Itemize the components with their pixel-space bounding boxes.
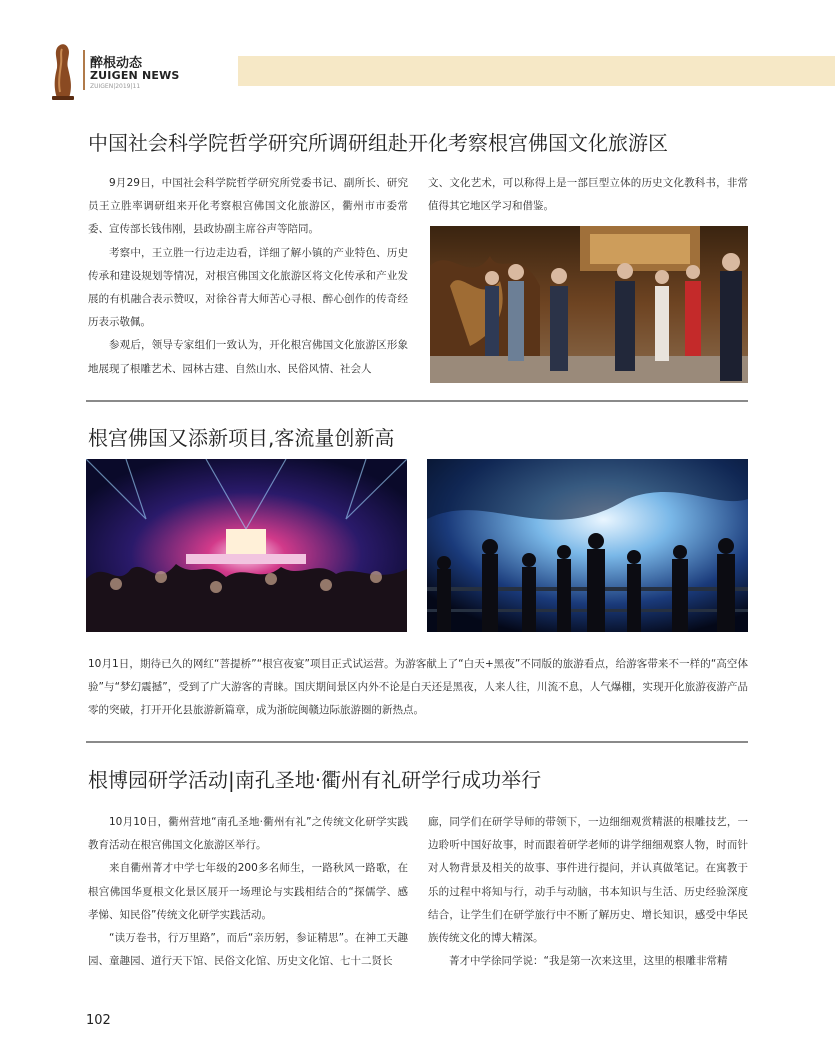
article3-paragraph: “读万卷书，行万里路”，而后“亲历躬，参证精思”。在神工天趣园、童趣园、道行天下馆、民俗文化馆、历史文化馆、七十二贤长 — [88, 932, 408, 968]
article1-paragraph: 考察中，王立胜一行边走边看，详细了解小镇的产业特色、历史传承和建设规划等情况，对根宫佛国文化旅游区将文化传承和产业发展的有机融合表示赞叹，对徐谷青大师苦心寻根、醉心创作的传奇经历表示敬佩。 — [88, 246, 408, 329]
brand-name-cn: 醉根动态 — [90, 56, 143, 71]
article2-paragraph: 10月1日，期待已久的网红“菩提桥”“根宫夜宴”项目正式试运营。为游客献上了“白天+黑夜”不同版的旅游看点，给游客带来不一样的“高空体验”与“梦幻震撼”，受到了广大游客的青睐。国庆期间景区内外不论是白天还是黑夜，人来人往，川流不息，人气爆棚，实现开化旅游夜游产品零的突破，打开开化县旅游新篇章，成为浙皖闽赣边际旅游圈的新热点。 — [88, 658, 748, 716]
header-band — [238, 56, 835, 86]
section-divider — [86, 400, 748, 402]
article3-title: 根博园研学活动|南孔圣地·衢州有礼研学行成功举行 — [88, 768, 542, 792]
article2-title: 根宫佛国又添新项目,客流量创新高 — [88, 426, 395, 450]
night-light-show-photo — [427, 459, 748, 632]
article1-right-column — [428, 172, 748, 218]
article1-paragraph: 9月29日，中国社会科学院哲学研究所党委书记、副所长、研究员王立胜率调研组来开化考察根宫佛国文化旅游区，衢州市市委常委、宣传部长钱伟刚，县政协副主席谷声等陪同。 — [88, 177, 408, 236]
brand-name-en: ZUIGEN NEWS — [90, 69, 180, 82]
article3-paragraph: 廊，同学们在研学导师的带领下，一边细细观赏精湛的根雕技艺，一边聆听中国好故事，时而跟着研学老师的讲学细细观察人物，时而针对人物背景及相关的故事、事件进行提问，并认真做笔记。在寓教于乐的过程中将知与行，动手与动脑，书本知识与生活、历史经验深度结合，让学生们在研学旅行中不断了解历史、增长知识，感受中华民族传统文化的博大精深。 — [428, 816, 748, 945]
article3-paragraph: 来自衢州菁才中学七年级的200多名师生，一路秋风一路歌，在根宫佛国华夏根文化景区展开一场理论与实践相结合的“探儒学、感孝悌、知民俗”传统文化研学实践活动。 — [88, 862, 408, 921]
article1-paragraph: 文、文化艺术，可以称得上是一部巨型立体的历史文化教科书，非常值得其它地区学习和借鉴。 — [428, 177, 748, 213]
article3-paragraph: 菁才中学徐同学说：“我是第一次来这里，这里的根雕非常精 — [449, 955, 728, 968]
article1-title: 中国社会科学院哲学研究所调研组赴开化考察根宫佛国文化旅游区 — [88, 131, 668, 155]
root-sculpture-logo-icon — [48, 42, 78, 100]
night-stage-show-photo — [86, 459, 407, 632]
article3-paragraph: 10月10日，衢州营地“南孔圣地·衢州有礼”之传统文化研学实践教育活动在根宫佛国文化旅游区举行。 — [88, 816, 408, 852]
section-divider — [86, 741, 748, 743]
header-divider — [83, 50, 85, 90]
delegation-visit-photo — [430, 226, 748, 383]
article1-paragraph: 参观后，领导专家组们一致认为，开化根宫佛国文化旅游区形象地展现了根雕艺术、园林古建、自然山水、民俗风情、社会人 — [88, 339, 408, 375]
page-number: 102 — [86, 1013, 111, 1028]
article3-right-column — [428, 811, 748, 973]
article3-left-column — [88, 811, 408, 973]
issue-date: ZUIGEN|2019|11 — [90, 83, 141, 90]
article1-left-column — [88, 172, 408, 381]
